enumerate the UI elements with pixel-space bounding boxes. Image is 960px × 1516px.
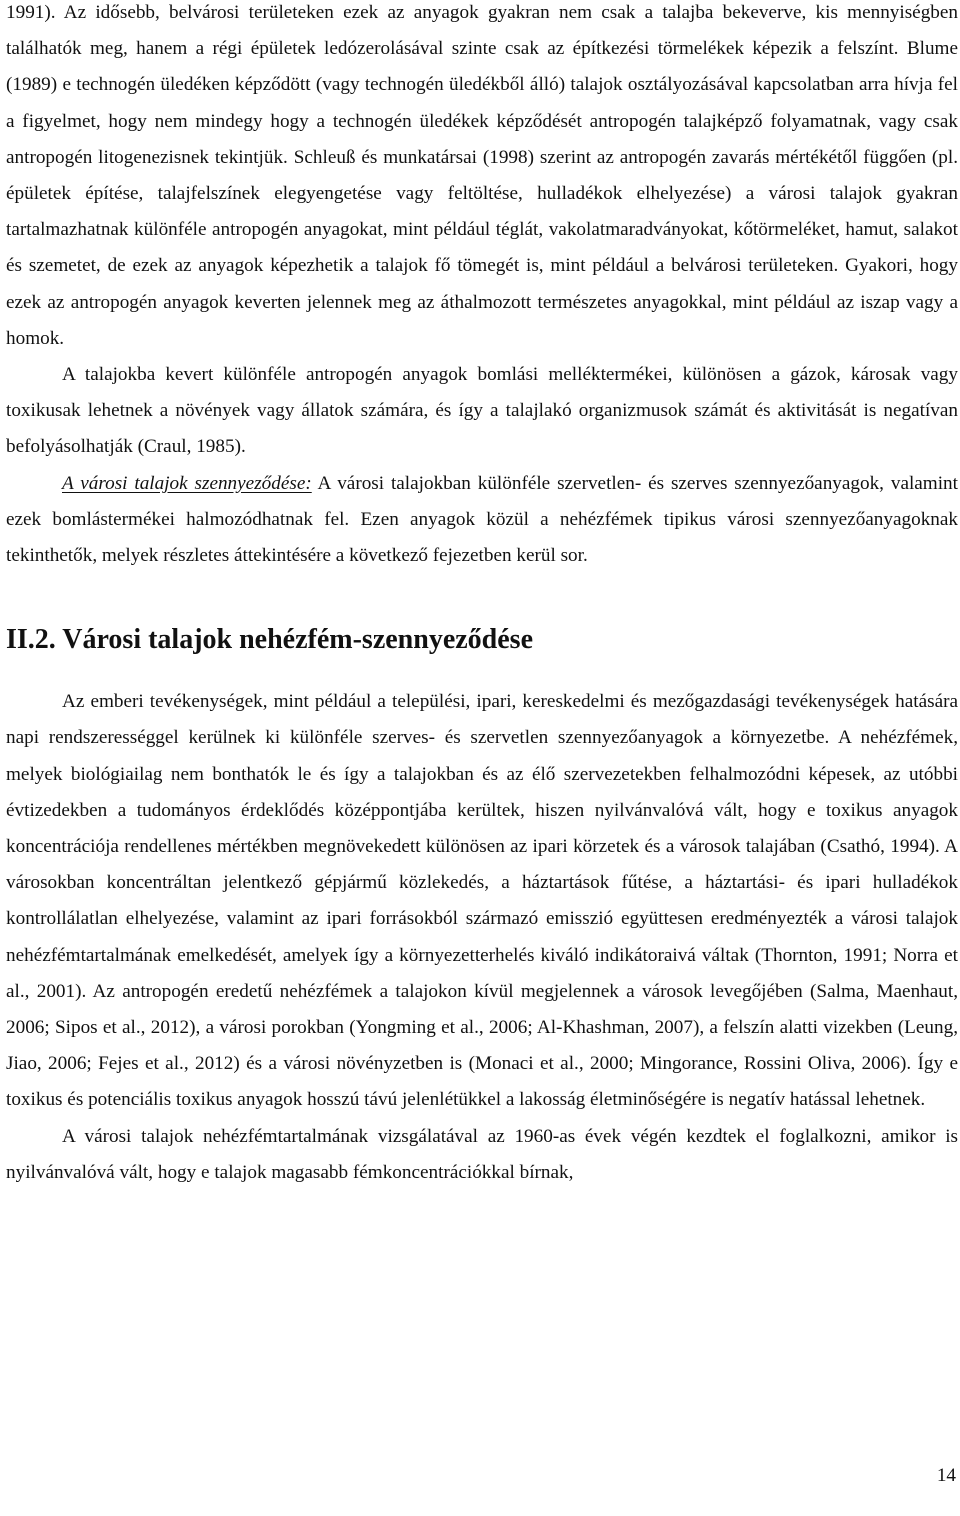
page-number: 14 [936, 1465, 956, 1486]
section-heading: II.2. Városi talajok nehézfém-szennyeződése [6, 624, 534, 656]
paragraph-heavy-metal-research: A városi talajok nehézfémtartalmának vizsgálatával az 1960-as évek végén kezdtek el foglalkozni, amikor is nyilvánvalóvá vált, hogy e talajok magasabb fémkoncentrációkkal bírnak, [6, 1125, 958, 1183]
paragraph-decomposition-byproducts: A talajokba kevert különféle antropogén anyagok bomlási melléktermékei, különösen a gázok, károsak vagy toxikusak lehetnek a növények vagy állatok számára, és így a talajlakó organizmusok számát és aktivitását is negatívan befolyásolhatják (Craul, 1985). [6, 364, 958, 458]
pollution-body-text: A városi talajokban különféle szervetlen- és szerves szennyezőanyagok, valamint ezek bomlástermékei halmozódhatnak fel. Ezen anyagok közül a nehézfémek tipikus városi szennyezőanyagoknak tekinthetők, melyek részletes áttekintésére a következő fejezetben kerül sor. [6, 472, 958, 567]
page-content [6, 0, 958, 1191]
paragraph-urban-soil-pollution [6, 466, 958, 575]
pollution-lead-label: A városi talajok szennyeződése: [62, 472, 312, 494]
paragraph-urban-soil-materials: 1991). Az idősebb, belvárosi területeken ezek az anyagok gyakran nem csak a talajba bekeverve, kis mennyiségben találhatók meg, hanem a régi épületek ledózerolásával szinte csak az építkezési törmelékek képezik a felszínt. Blume (1989) e technogén üledéken képződött (vagy technogén üledékből álló) talajok osztályozásával kapcsolatban arra hívja fel a figyelmet, hogy nem mindegy hogy a technogén üledékek képződését antropogén talajképző folyamatnak, vagy csak antropogén litogenezisnek tekintjük. Schleuß és munkatársai (1998) szerint az antropogén zavarás mértékétől függően (pl. épületek építése, talajfelszínek elegyengetése vagy feltöltése, hulladékok elhelyezése) a városi talajok gyakran tartalmazhatnak különféle antropogén anyagokat, mint például téglát, vakolatmaradványokat, kőtörmeléket, hamut, salakot és szemetet, de ezek az anyagok képezhetik a talajok fő tömegét is, mint például a belvárosi területeken. Gyakori, hogy ezek az antropogén anyagok keverten jelennek meg az áthalmozott természetes anyagokkal, mint például az iszap vagy a homok. [6, 2, 958, 349]
paragraph-human-activities: Az emberi tevékenységek, mint például a települési, ipari, kereskedelmi és mezőgazdasági tevékenységek hatására napi rendszerességgel kerülnek ki különféle szerves- és szervetlen szennyezőanyagok a környezetbe. A nehézfémek, melyek biológiailag nem bonthatók le és így a talajokban és az élő szervezetekben felhalmozódni képesek, az utóbbi évtizedekben a tudományos érdeklődés középpontjába kerültek, hiszen nyilvánvalóvá vált, hogy e toxikus anyagok koncentrációja rendellenes mértékben megnövekedett különösen az ipari körzetek és a városok talajában (Csathó, 1994). A városokban koncentráltan jelentkező gépjármű közlekedés, a háztartások fűtése, a háztartási- és ipari hulladékok kontrollálatlan elhelyezése, valamint az ipari forrásokból származó emisszió együttesen eredményezték a városi talajok nehézfémtartalmának emelkedését, amelyek így a környezetterhelés kiváló indikátoraivá váltak (Thornton, 1991; Norra et al., 2001). Az antropogén eredetű nehézfémek a talajokon kívül megjelennek a városok levegőjében (Salma, Maenhaut, 2006; Sipos et al., 2012), a városi porokban (Yongming et al., 2006; Al-Khashman, 2007), a felszín alatti vizekben (Leung, Jiao, 2006; Fejes et al., 2012) és a városi növényzetben is (Monaci et al., 2000; Mingorance, Rossini Oliva, 2006). Így e toxikus és potenciális toxikus anyagok hosszú távú jelenlétükkel a lakosság életminőségére is negatív hatással lehetnek. [6, 691, 958, 1111]
